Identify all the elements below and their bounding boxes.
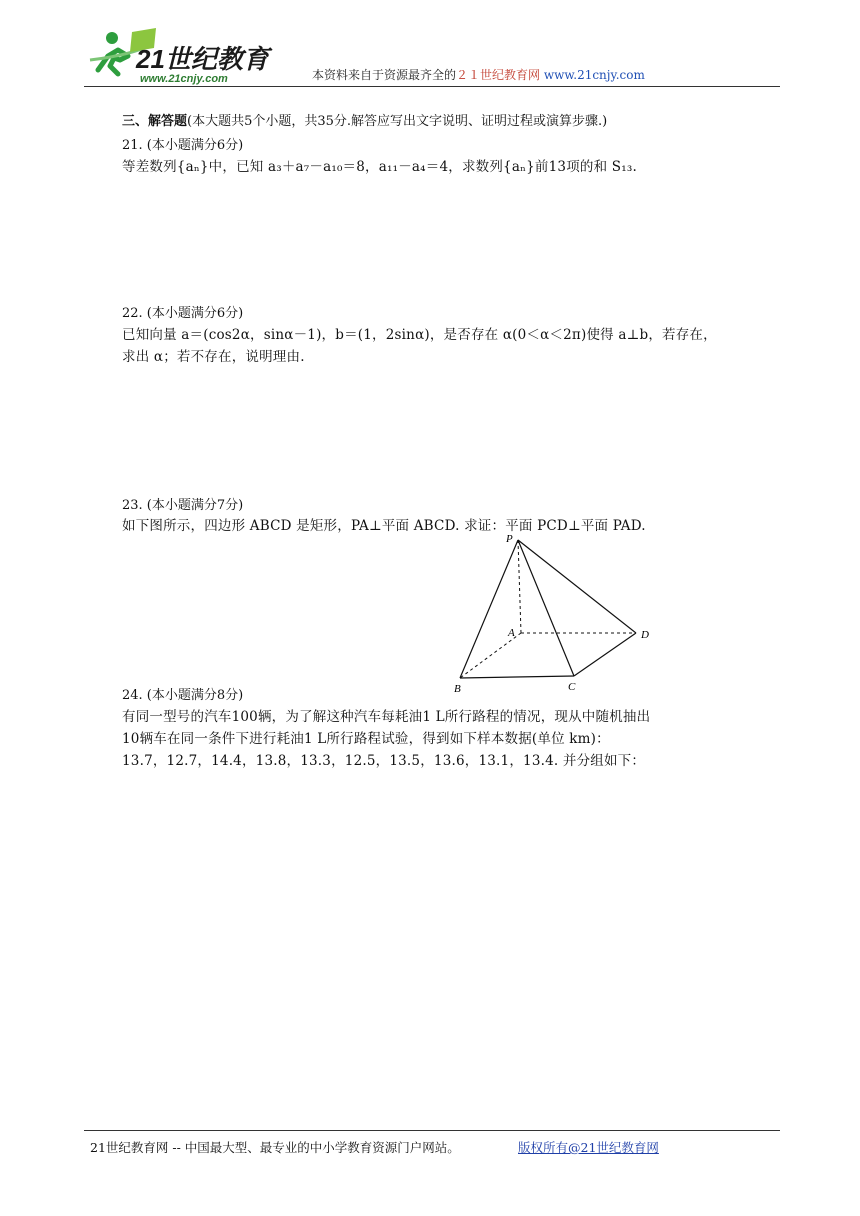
vertex-label-D: D xyxy=(641,629,649,641)
vertex-label-C: C xyxy=(568,681,576,693)
question-22-head: 22. (本小题满分6分) xyxy=(122,306,244,321)
site-logo xyxy=(84,26,284,86)
section-title-rest: (本大题共5个小题，共35分.解答应写出文字说明、证明过程或演算步骤.) xyxy=(187,114,608,129)
edge-PB xyxy=(460,540,518,678)
pyramid-figure xyxy=(452,530,662,695)
footer-copyright-link[interactable]: 版权所有@21世纪教育网 xyxy=(518,1140,659,1155)
question-23-line-1: 如下图所示，四边形 ABCD 是矩形，PA⊥平面 ABCD. 求证：平面 PCD⊥平面 PAD. xyxy=(122,518,646,534)
header-note xyxy=(312,66,645,83)
question-24-head: 24. (本小题满分8分) xyxy=(122,688,244,703)
section-title xyxy=(122,110,607,129)
question-24-line-2: 10辆车在同一条件下进行耗油1 L所行路程试验，得到如下样本数据(单位 km)： xyxy=(122,731,610,747)
logo-text: 21世纪教育 xyxy=(136,44,269,74)
footer-text: 21世纪教育网 -- 中国最大型、最专业的中小学教育资源门户网站。 xyxy=(90,1140,460,1155)
header-note-url[interactable]: www.21cnjy.com xyxy=(543,68,645,82)
edge-PD xyxy=(518,540,636,633)
footer-divider xyxy=(84,1130,780,1131)
question-24-line-3: 13.7，12.7，14.4，13.8，13.3，12.5，13.5，13.6，13.1，13.4. 并分组如下： xyxy=(122,753,646,769)
header-note-site[interactable]: ２１世纪教育网 xyxy=(456,68,541,82)
question-22-line-2: 求出 α；若不存在，说明理由. xyxy=(122,349,305,365)
vertex-label-A: A xyxy=(508,627,515,639)
question-24-line-1: 有同一型号的汽车100辆，为了解这种汽车每耗油1 L所行路程的情况，现从中随机抽出 xyxy=(122,709,651,725)
logo-url: www.21cnjy.com xyxy=(140,73,228,85)
edge-PC xyxy=(518,540,574,676)
vertex-label-B: B xyxy=(454,683,461,695)
question-21-line-1: 等差数列{aₙ}中，已知 a₃＋a₇－a₁₀＝8，a₁₁－a₄＝4，求数列{aₙ}前13项的和 S₁₃. xyxy=(122,159,637,175)
section-title-bold: 三、解答题 xyxy=(122,114,188,129)
edge-CD xyxy=(574,633,636,676)
header-divider xyxy=(84,86,780,87)
question-21-head: 21. (本小题满分6分) xyxy=(122,138,244,153)
question-23-head: 23. (本小题满分7分) xyxy=(122,498,244,513)
header-note-prefix: 本资料来自于资源最齐全的 xyxy=(312,68,457,82)
vertex-label-P: P xyxy=(506,533,513,545)
question-22-line-1: 已知向量 a＝(cos2α，sinα－1)，b＝(1，2sinα)，是否存在 α(0＜α＜2π)使得 a⊥b，若存在， xyxy=(122,327,717,343)
edge-PA xyxy=(518,540,521,633)
edge-BC xyxy=(460,676,574,678)
